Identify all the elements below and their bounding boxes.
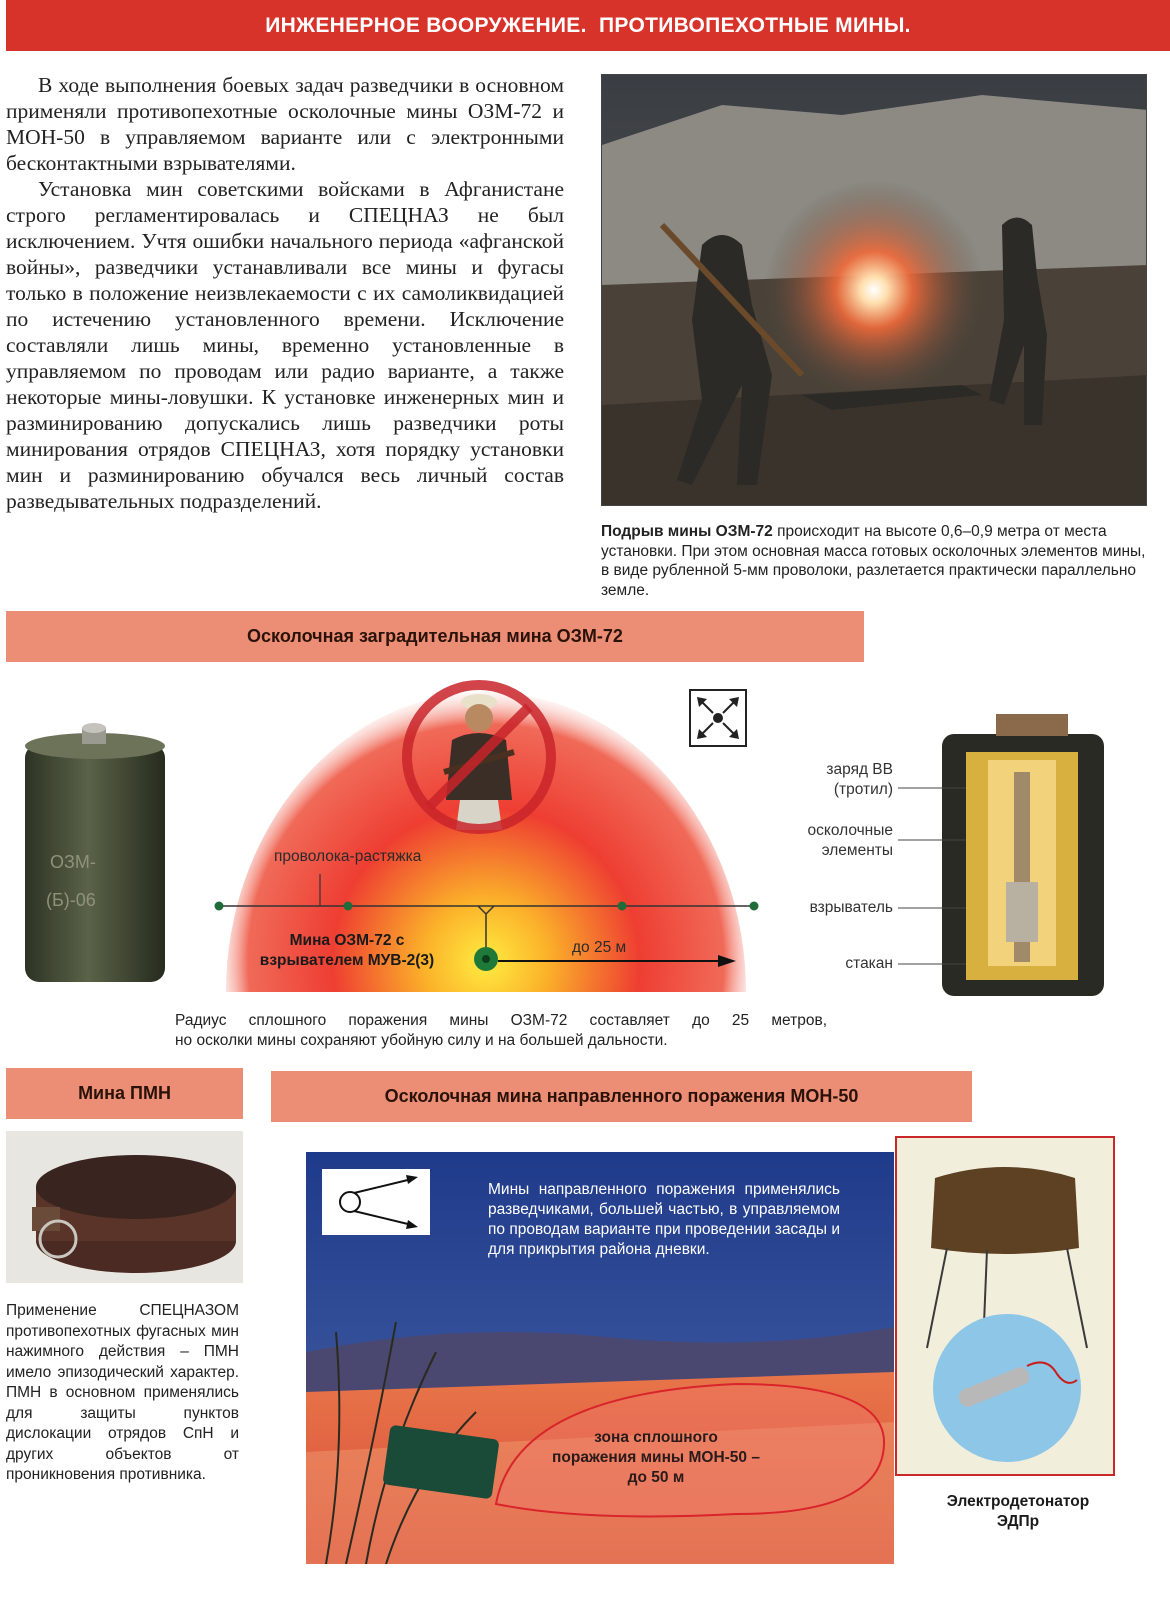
ozm72-caption-line2: но осколки мины сохраняют убойную силу и на большей дальности.: [175, 1032, 668, 1049]
part-fragments-line1: осколочные: [807, 822, 893, 839]
canister-marking-2: (Б)-06: [46, 890, 96, 910]
tripwire-label: проволока-растяжка: [274, 848, 422, 865]
pmn-title-bar: [6, 1068, 243, 1119]
canister-marking-1: ОЗМ-: [50, 852, 96, 872]
mon50-ambush-illustration: [306, 1152, 894, 1564]
ozm72-caption: [175, 1011, 827, 1051]
ozm72-damage-diagram: [206, 662, 766, 1002]
zone-line1: зона сплошного: [594, 1429, 718, 1446]
ozm72-caption-line1: Радиус сплошного поражения мины ОЗМ-72 составляет до 25 метров,: [175, 1012, 827, 1029]
mon50-mine-photo: [897, 1138, 1113, 1474]
part-leader-lines: [896, 770, 976, 970]
mon50-title: Осколочная мина направленного поражения МОН-50: [384, 1086, 859, 1106]
ozm72-canister-photo: [20, 722, 170, 992]
mon50-description: Мины направленного поражения применялись разведчиками, большей частью, в управляемом по проводам варианте при проведении засады и для прикрытия района дневки.: [488, 1181, 840, 1258]
mine-label-line2: взрывателем МУВ-2(3): [259, 952, 435, 969]
detonator-caption: [905, 1492, 1131, 1532]
mon50-title-bar: [271, 1071, 972, 1122]
page-title: ИНЖЕНЕРНОЕ ВООРУЖЕНИЕ. ПРОТИВОПЕХОТНЫЕ МИНЫ.: [265, 13, 911, 37]
intro-paragraph-2: Установка мин советскими войсками в Афганистане строго регламентировалась и СПЕЦНАЗ не был исключением. Учтя ошибки начального периода «афганской войны», разведчики устанавливали все мины и фугасы только в положение неизвлекаемости с их самоликвидацией по истечению установленного времени. Исключение составляли лишь мины, временно установленные в управляемом по проводам или радио варианте, а также некоторые мины-ловушки. К установке инженерных мин и разминированию допускались лишь разведчики роты минирования отрядов СПЕЦНАЗ, хотя порядку установки мин и разминированию обучался весь личный состав разведывательных подразделений.: [6, 177, 564, 513]
pmn-photo: [6, 1131, 243, 1283]
mine-label-line1: Мина ОЗМ-72 с: [289, 932, 405, 949]
part-fragments-line2: элементы: [821, 842, 893, 859]
intro-paragraph-1: В ходе выполнения боевых задач разведчики в основном применяли противопехотные осколочные мины ОЗМ-72 и МОН-50 в управляемом варианте или с электронными бесконтактными взрывателями.: [6, 73, 564, 175]
zone-line2: поражения мины МОН-50 –: [552, 1449, 760, 1466]
page-header: [6, 0, 1170, 51]
top-photo-caption: [601, 522, 1149, 600]
zone-line3: до 50 м: [627, 1469, 685, 1486]
range-label: до 25 м: [572, 939, 627, 956]
blast-scene-image: [602, 75, 1147, 506]
part-label-cup: стакан: [845, 955, 893, 972]
mine-label: [242, 931, 452, 971]
pmn-description: Применение СПЕЦНАЗОМ противопехотных фугасных мин нажимного действия – ПМН имело эпизодический характер. ПМН в основном применялись для защиты пунктов дислокации отрядов СпН и других объектов от проникновения противника.: [6, 1302, 239, 1483]
part-charge-line1: заряд ВВ: [826, 761, 893, 778]
ozm72-section-title-bar: [6, 611, 864, 662]
pmn-title: Мина ПМН: [78, 1083, 171, 1103]
scatter-direction-icon: [689, 689, 747, 747]
detonator-line2: ЭДПр: [996, 1513, 1040, 1530]
directional-spread-icon: [322, 1169, 430, 1235]
part-label-fuze: взрыватель: [809, 899, 893, 916]
top-photo-caption-bold: Подрыв мины ОЗМ-72: [601, 523, 773, 540]
top-photo-caption-text: происходит на высоте 0,6–0,9 метра от места установки. При этом основная масса готовых осколочных элементов мины, в виде рубленной 5-мм проволоки, разлетается практически параллельно земле.: [601, 523, 1146, 599]
mon50-photo-frame: [895, 1136, 1115, 1476]
ozm72-section-title: Осколочная заградительная мина ОЗМ-72: [247, 626, 623, 646]
pmn-mine-image: [6, 1131, 243, 1283]
intro-text: [6, 72, 564, 514]
ozm72-blast-illustration: [601, 74, 1147, 506]
part-charge-line2: (тротил): [833, 781, 893, 798]
part-label-fragments: [760, 821, 893, 861]
mon50-zone-label: [544, 1428, 768, 1488]
part-label-charge: [760, 760, 893, 800]
detonator-line1: Электродетонатор: [946, 1493, 1090, 1510]
